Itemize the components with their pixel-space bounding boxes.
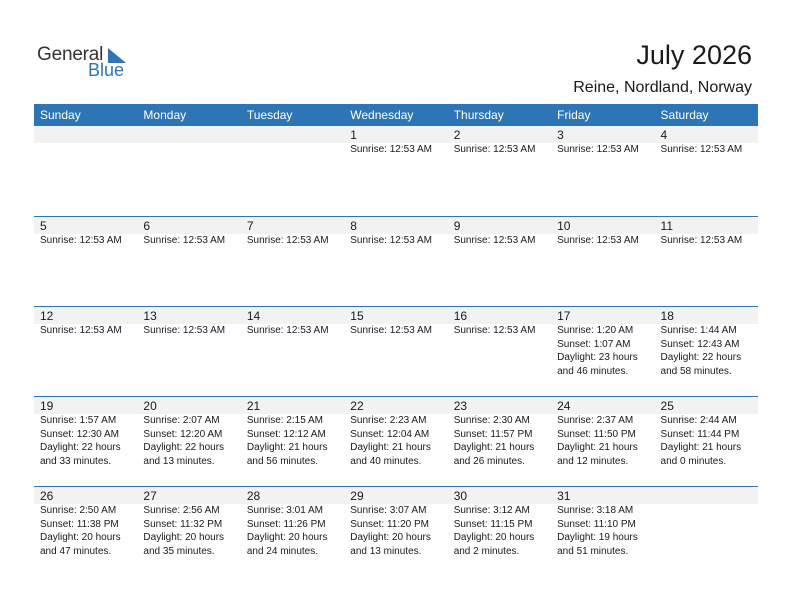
day-cell [34,307,137,396]
sun-info-line: Sunrise: 12:53 AM [143,235,226,246]
sun-info-line: Sunrise: 12:53 AM [40,235,122,246]
sun-info-line: and 13 minutes. [143,455,215,467]
weekday-header-row [34,104,758,126]
sun-info-line: and 2 minutes. [453,545,520,557]
day-number: 10 [557,219,571,233]
sun-info-line: Sunrise: 3:12 AM [453,505,530,516]
day-number: 20 [143,399,157,413]
sun-info-line: Sunrise: 2:44 AM [660,415,737,426]
day-cell [655,217,758,306]
sun-info-line: Sunrise: 12:53 AM [660,144,743,155]
sun-info-line: Sunset: 11:32 PM [143,518,223,530]
sun-info-line: Sunrise: 12:53 AM [350,144,432,155]
day-cell [655,126,758,216]
day-number: 11 [660,219,673,233]
calendar-week-row [34,486,758,576]
sun-info-line: and 58 minutes. [660,365,732,377]
sun-info-line: Sunrise: 12:53 AM [40,325,122,336]
day-cell [241,487,344,576]
sun-info-line: Daylight: 22 hours [143,442,225,453]
sun-info-line: Sunrise: 2:23 AM [350,415,427,426]
sun-info-line: Sunset: 11:50 PM [557,428,636,440]
day-number [143,126,240,143]
day-number: 14 [246,309,261,323]
day-number: 31 [557,489,571,503]
day-number: 19 [40,399,54,413]
sun-info-line: Daylight: 21 hours [453,442,535,453]
location-subtitle: Reine, Nordland, Norway [573,79,752,96]
day-cell [34,487,137,576]
sun-info-line: Daylight: 20 hours [143,532,225,543]
day-number [247,126,344,143]
day-cell [241,397,344,486]
sun-info-line: Sunrise: 12:53 AM [246,325,329,336]
sun-info-line: Sunset: 12:30 AM [40,428,119,440]
sun-info-line: and 35 minutes. [143,545,215,557]
sun-info-line: and 13 minutes. [350,545,422,557]
day-cell [344,397,447,486]
day-number: 25 [660,399,674,413]
sun-info-line: Sunset: 11:38 PM [40,518,119,530]
day-number: 12 [40,309,54,323]
calendar-week-row [34,126,758,216]
sun-info-line: Daylight: 19 hours [557,532,638,543]
sun-info-line: Sunrise: 12:53 AM [350,325,432,336]
sun-info-line: Sunrise: 12:53 AM [143,325,226,336]
sun-info-line: Sunrise: 2:50 AM [40,505,117,516]
sun-info-line: Daylight: 21 hours [246,442,328,453]
day-cell [344,217,447,306]
day-cell [655,307,758,396]
sun-info-line: Sunrise: 1:44 AM [660,325,737,336]
day-cell [344,487,447,576]
sun-info-line: Daylight: 22 hours [40,442,121,453]
day-number: 9 [453,219,461,233]
sun-info-line: and 26 minutes. [453,455,525,467]
day-cell [241,217,344,306]
sun-info-line: Sunrise: 3:18 AM [557,505,634,516]
day-number: 1 [350,128,357,142]
sun-info-line: and 33 minutes. [40,455,112,467]
weekday-sunday: Sunday [40,108,81,122]
sun-info-line: Sunrise: 12:53 AM [557,144,639,155]
sun-info-line: and 46 minutes. [557,365,629,377]
sun-info-line: Sunset: 12:20 AM [143,428,223,440]
day-cell [551,217,654,306]
day-number: 18 [660,309,674,323]
sun-info-line: Sunset: 11:10 PM [557,518,636,530]
sun-info-line: Daylight: 20 hours [453,532,535,543]
sun-info-line: Daylight: 21 hours [660,442,742,453]
day-number: 24 [557,399,571,413]
day-cell [137,487,240,576]
day-cell [448,126,551,216]
day-number: 7 [246,219,254,233]
sun-info-line: Daylight: 20 hours [246,532,328,543]
day-number: 16 [453,309,468,323]
day-number: 8 [350,219,357,233]
day-number [40,126,137,143]
sun-info-line: Sunrise: 3:01 AM [246,505,323,516]
sun-info-line: Sunrise: 12:53 AM [453,325,536,336]
day-number: 5 [40,219,47,233]
sun-info-line: Daylight: 23 hours [557,352,638,363]
day-cell [344,307,447,396]
sun-info-line: Daylight: 20 hours [40,532,121,543]
day-number: 2 [453,128,461,142]
day-number: 6 [143,219,151,233]
sun-info-line: Sunrise: 12:53 AM [453,144,536,155]
calendar-weeks [34,126,758,576]
sun-info-line: Sunset: 12:43 AM [660,338,740,350]
day-cell [137,217,240,306]
sun-info-line: Sunset: 12:12 AM [246,428,326,440]
calendar-week-row [34,396,758,486]
sun-info-line: Sunset: 11:15 PM [453,518,533,530]
day-cell [137,397,240,486]
day-cell [34,126,137,216]
calendar-grid [34,104,758,576]
page-title: July 2026 [636,40,752,70]
day-cell [448,397,551,486]
day-number: 15 [350,309,364,323]
day-number: 26 [40,489,54,503]
sun-info-line: Sunrise: 12:53 AM [660,235,743,246]
day-cell [34,217,137,306]
sun-info-line: Sunset: 1:07 AM [557,338,631,350]
sun-info-line: Daylight: 22 hours [660,352,742,363]
day-cell [448,487,551,576]
weekday-thursday: Thursday [453,108,504,122]
calendar-week-row [34,306,758,396]
weekday-tuesday: Tuesday [246,108,293,122]
day-number: 28 [246,489,261,503]
day-number: 22 [350,399,364,413]
sun-info-line: Sunrise: 12:53 AM [246,235,329,246]
logo-general-text: General [37,44,104,65]
day-cell [448,217,551,306]
day-number: 4 [660,128,668,142]
day-cell [34,397,137,486]
day-cell [655,397,758,486]
day-cell [551,487,654,576]
sun-info-line: and 12 minutes. [557,455,629,467]
sun-info-line: and 40 minutes. [350,455,422,467]
day-cell [448,307,551,396]
sun-info-line: Sunrise: 12:53 AM [453,235,536,246]
sun-info-line: Daylight: 20 hours [350,532,431,543]
sun-info-line: and 24 minutes. [246,545,319,557]
day-number: 21 [246,399,261,413]
sun-info-line: Sunset: 11:26 PM [246,518,326,530]
day-number: 27 [143,489,157,503]
sun-info-line: Sunset: 11:20 PM [350,518,430,530]
sun-info-line: Sunrise: 12:53 AM [557,235,639,246]
day-number: 13 [143,309,157,323]
calendar-week-row [34,216,758,306]
sun-info-line: Sunrise: 2:30 AM [453,415,530,426]
day-cell [551,126,654,216]
day-number [661,487,758,504]
day-number: 29 [350,489,364,503]
day-cell [551,307,654,396]
day-cell [551,397,654,486]
weekday-wednesday: Wednesday [350,108,414,122]
sun-info-line: Sunrise: 1:20 AM [557,325,634,336]
sun-info-line: and 51 minutes. [557,545,629,557]
sun-info-line: Daylight: 21 hours [350,442,431,453]
day-number: 3 [557,128,564,142]
day-cell [137,307,240,396]
sun-info-line: Sunset: 12:04 AM [350,428,430,440]
sun-info-line: Sunrise: 2:07 AM [143,415,220,426]
sun-info-line: Sunrise: 2:37 AM [557,415,634,426]
sun-info-line: Sunset: 11:57 PM [453,428,533,440]
brand-logo [37,44,137,84]
sun-info-line: Daylight: 21 hours [557,442,638,453]
day-number: 30 [453,489,468,503]
sun-info-line: Sunrise: 12:53 AM [350,235,432,246]
sun-info-line: Sunrise: 2:56 AM [143,505,220,516]
sun-info-line: and 47 minutes. [40,545,112,557]
sun-info-line: Sunrise: 3:07 AM [350,505,427,516]
day-cell [241,126,344,216]
day-cell [655,487,758,576]
sun-info-line: Sunrise: 1:57 AM [40,415,117,426]
day-number: 17 [557,309,571,323]
sun-info-line: and 0 minutes. [660,455,727,467]
weekday-friday: Friday [557,108,591,122]
logo-blue-text: Blue [88,60,125,80]
day-number: 23 [453,399,468,413]
weekday-saturday: Saturday [660,108,709,122]
day-cell [137,126,240,216]
sun-info-line: Sunset: 11:44 PM [660,428,740,440]
day-cell [241,307,344,396]
day-cell [344,126,447,216]
sun-info-line: Sunrise: 2:15 AM [246,415,323,426]
weekday-monday: Monday [143,108,187,122]
sun-info-line: and 56 minutes. [246,455,319,467]
